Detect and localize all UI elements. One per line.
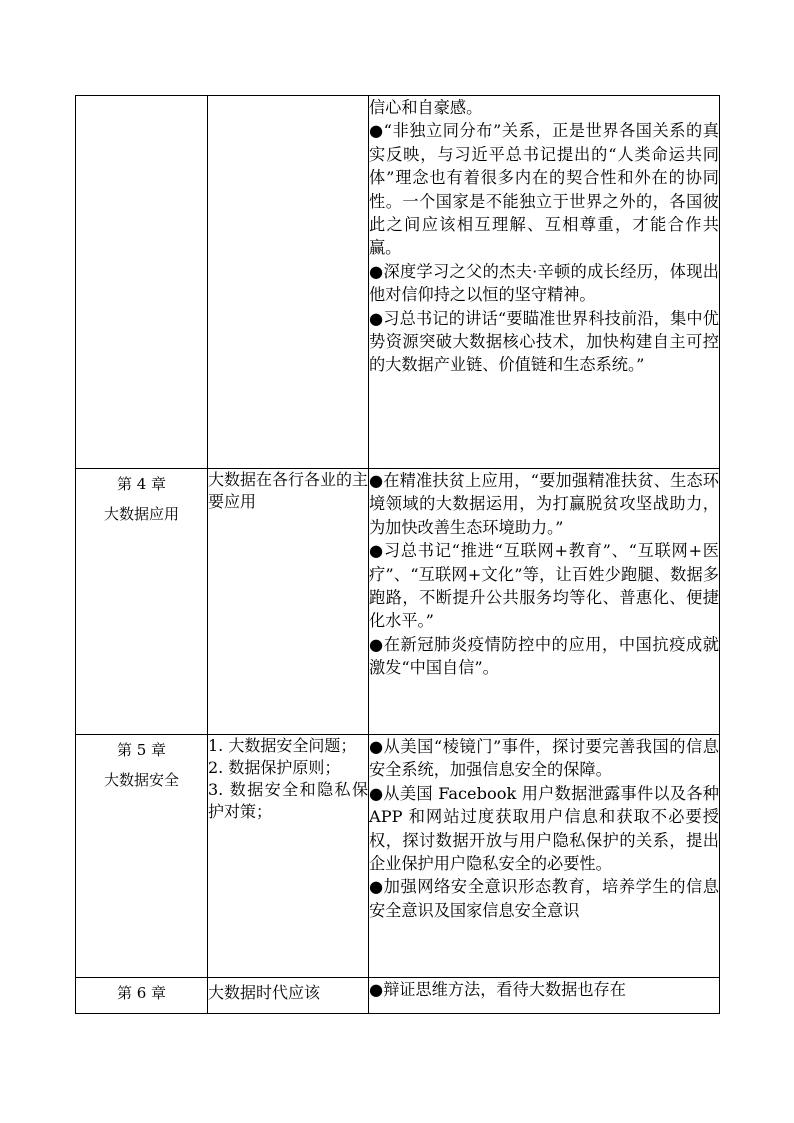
chapter-number: 第 4 章 [116, 475, 167, 493]
topic-cell [208, 978, 369, 1014]
content-paragraph: ●从美国 Facebook 用户数据泄露事件以及各种 APP 和网站过度获取用户信息和获取不必要授权，探讨数据开放与用户隐私保护的关系，提出企业保护用户隐私安全的必要性。 [369, 783, 719, 874]
content-paragraph: ●在精准扶贫上应用，“要加强精准扶贫、生态环境领域的大数据运用，为打赢脱贫攻坚战助力，为加快改善生态环境助力。” [369, 471, 719, 537]
content-paragraph: ●在新冠肺炎疫情防控中的应用，中国抗疫成就激发“中国自信”。 [369, 634, 719, 678]
content-cell [369, 978, 720, 1014]
topic-text: 1. 大数据安全问题； [208, 736, 357, 755]
topic-cell [208, 469, 369, 735]
chapter-cell [76, 735, 208, 978]
topic-cell [208, 96, 369, 469]
content-paragraph: ●“非独立同分布”关系，正是世界各国关系的真实反映，与习近平总书记提出的“人类命运共同体”理念也有着很多内在的契合性和外在的协同性。一个国家是不能独立于世界之外的，各国彼此之间应该相互理解、互相尊重，才能合作共赢。 [369, 121, 719, 258]
chapter-number: 第 5 章 [116, 741, 167, 759]
content-paragraph: ●加强网络安全意识形态教育，培养学生的信息安全意识及国家信息安全意识 [369, 877, 719, 920]
table-row [76, 978, 720, 1014]
content-paragraph: 信心和自豪感。 [369, 98, 483, 117]
topic-text: 3. 数据安全和隐私保护对策； [208, 780, 368, 821]
topic-text: 大数据时代应该 [208, 983, 321, 1002]
chapter-title: 大数据应用 [103, 505, 179, 523]
content-paragraph: ●深度学习之父的杰夫·辛顿的成长经历，体现出他对信仰持之以恒的坚守精神。 [369, 261, 719, 305]
table-row [76, 96, 720, 469]
content-cell [369, 735, 720, 978]
topic-text: 2. 数据保护原则； [208, 758, 341, 777]
chapter-cell [76, 469, 208, 735]
content-paragraph: ●习总书记“推进“互联网+教育”、“互联网+医疗”、“互联网+文化”等，让百姓少跑腿、数据多跑路，不断提升公共服务均等化、普惠化、便捷化水平。” [369, 541, 719, 631]
content-paragraph: ●习总书记的讲话“要瞄准世界科技前沿，集中优势资源突破大数据核心技术，加快构建自主可控的大数据产业链、价值链和生态系统。” [369, 308, 719, 375]
chapter-number: 第 6 章 [116, 984, 167, 1002]
topic-text: 大数据在各行各业的主要应用 [208, 470, 369, 511]
content-cell [369, 469, 720, 735]
table-row [76, 735, 720, 978]
content-paragraph: ●从美国“棱镜门”事件，探讨要完善我国的信息安全系统，加强信息安全的保障。 [369, 737, 719, 780]
content-paragraph: ●辩证思维方法，看待大数据也存在 [369, 980, 626, 999]
table-row [76, 469, 720, 735]
chapter-cell [76, 978, 208, 1014]
syllabus-table [75, 95, 720, 1014]
chapter-cell [76, 96, 208, 469]
chapter-title: 大数据安全 [103, 771, 179, 789]
topic-cell [208, 735, 369, 978]
content-cell [369, 96, 720, 469]
